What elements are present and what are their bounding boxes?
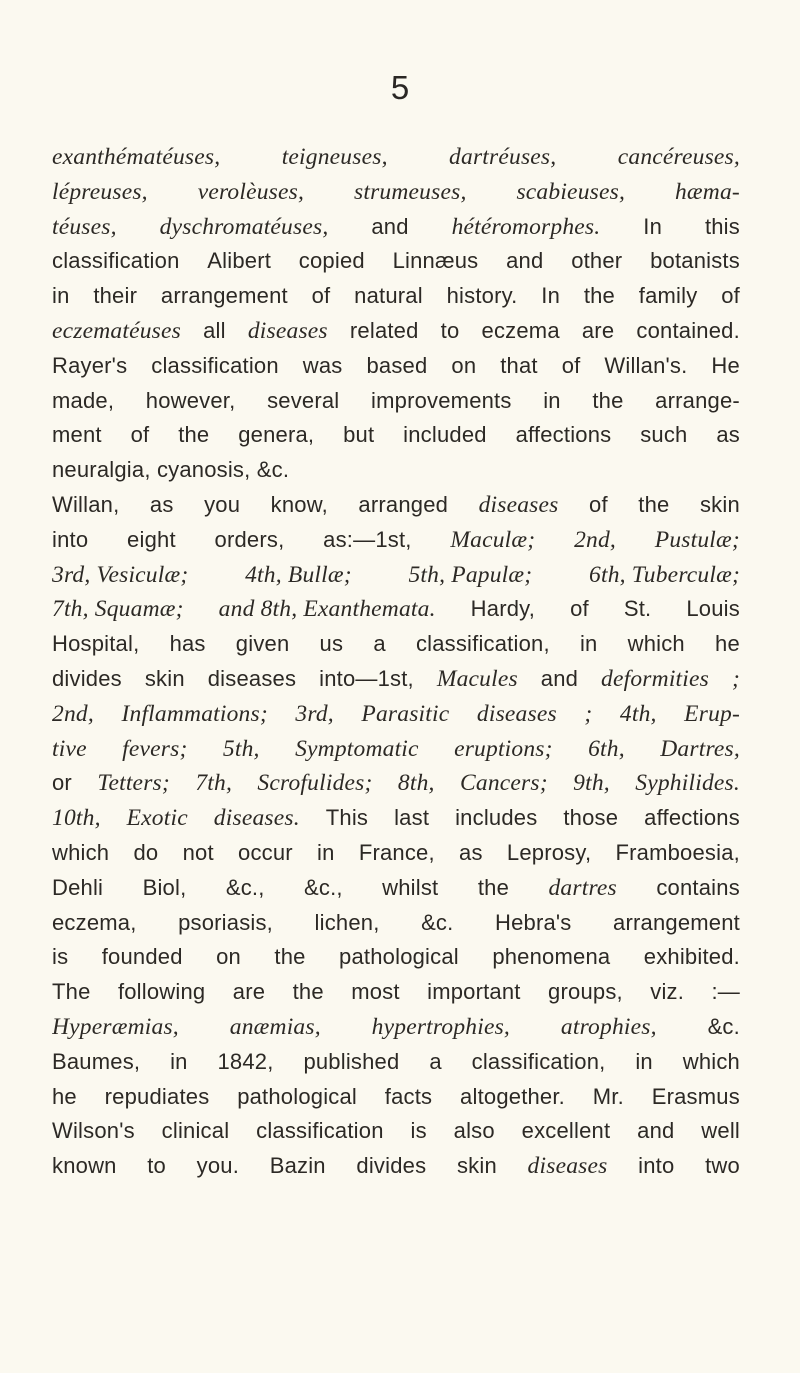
word: in — [317, 839, 335, 865]
word: important — [427, 979, 521, 1005]
word: related — [349, 317, 419, 343]
word: not — [182, 839, 214, 865]
word: St. — [623, 596, 652, 622]
word: dartres — [548, 874, 617, 901]
word: 4th, Bullæ; — [245, 561, 352, 588]
word: classification, — [415, 631, 550, 657]
word: divides — [356, 1153, 427, 1179]
word: hétéromorphes. — [451, 213, 601, 240]
text-line — [52, 1114, 740, 1149]
word: of — [570, 596, 589, 622]
word: eczema, — [52, 909, 137, 935]
word: into—1st, — [319, 665, 414, 691]
text-line — [52, 766, 740, 801]
word: psoriasis, — [178, 909, 273, 935]
word: Parasitic — [361, 700, 450, 727]
word: 3rd, — [295, 700, 334, 727]
word: Erasmus — [651, 1083, 740, 1109]
word: was — [302, 352, 343, 378]
word: are — [581, 317, 615, 343]
text-line — [52, 418, 740, 453]
word: teigneuses, — [281, 144, 388, 170]
word: Cancers; — [460, 770, 548, 797]
word: all — [203, 317, 226, 343]
word: a — [373, 631, 386, 657]
word: two — [705, 1153, 740, 1179]
word: &c. — [421, 909, 454, 935]
word: Bazin — [269, 1153, 326, 1179]
word: is — [52, 944, 69, 970]
word: in — [170, 1048, 188, 1074]
word: 2nd, — [574, 526, 616, 553]
word: lichen, — [314, 909, 380, 935]
word: that — [500, 352, 538, 378]
text-line — [52, 871, 740, 906]
word: affections — [644, 805, 740, 831]
text-line — [52, 906, 740, 941]
word: those — [563, 805, 619, 831]
word: &c., — [304, 874, 343, 900]
word: such — [640, 422, 688, 448]
word: Rayer's — [52, 352, 128, 378]
word: ; — [584, 700, 593, 727]
word: history. — [446, 283, 518, 309]
word: eczematéuses — [52, 317, 181, 344]
word: contains — [656, 874, 740, 900]
text-line — [52, 140, 740, 175]
word: do — [133, 839, 159, 865]
word: exhibited. — [643, 944, 740, 970]
word: the — [592, 387, 624, 413]
word: facts — [384, 1083, 433, 1109]
word: téuses, — [52, 213, 117, 240]
word: Maculæ; — [450, 526, 536, 553]
word: 2nd, — [52, 700, 94, 727]
word: eczema — [481, 317, 560, 343]
text-line — [52, 488, 740, 523]
word: as — [459, 839, 483, 865]
text-line — [52, 1149, 740, 1184]
word: and — [637, 1118, 675, 1144]
text-line — [52, 592, 740, 627]
word: Exotic — [126, 805, 188, 832]
word: and — [540, 665, 579, 691]
word: and 8th, Exanthemata. — [218, 596, 436, 623]
word: Baumes, — [52, 1048, 141, 1074]
body-text — [52, 140, 740, 1184]
word: you. — [196, 1153, 240, 1179]
word: classification, — [471, 1048, 606, 1074]
word: Symptomatic — [295, 735, 419, 762]
word: 7th, Squamæ; — [52, 596, 184, 623]
word: Macules — [436, 665, 518, 692]
word: in — [52, 283, 70, 309]
word: Hospital, — [52, 631, 140, 657]
word: In — [643, 213, 663, 239]
word: diseases — [478, 491, 559, 518]
word: improvements — [371, 387, 512, 413]
word: most — [351, 979, 400, 1005]
word: 1842, — [217, 1048, 274, 1074]
text-line — [52, 523, 740, 558]
word: 6th, — [588, 735, 625, 762]
word: whilst — [382, 874, 439, 900]
word: which — [682, 1048, 740, 1074]
word: pathological — [237, 1083, 358, 1109]
text-line — [52, 940, 740, 975]
word: Syphilides. — [635, 770, 740, 797]
word: the — [638, 491, 670, 517]
word: the — [583, 283, 615, 309]
word: Hebra's — [494, 909, 572, 935]
word: hypertrophies, — [371, 1013, 511, 1040]
word: of — [589, 491, 608, 517]
text-line — [52, 836, 740, 871]
word: Mr. — [592, 1083, 624, 1109]
word: tive — [52, 735, 87, 762]
text-line — [52, 384, 740, 419]
word: published — [303, 1048, 400, 1074]
word: affections — [515, 422, 612, 448]
text-line — [52, 558, 740, 593]
word: 6th, Tuberculæ; — [589, 561, 740, 588]
word: known — [52, 1153, 117, 1179]
word: last — [394, 805, 430, 831]
word: a — [429, 1048, 442, 1074]
word: and — [371, 213, 409, 239]
text-line — [52, 349, 740, 384]
word: the — [274, 944, 306, 970]
text-line — [52, 279, 740, 314]
word: arrange- — [655, 387, 740, 413]
text-line — [52, 244, 740, 279]
word: family — [638, 283, 698, 309]
word: ; — [731, 665, 740, 692]
text-line — [52, 975, 740, 1010]
word: arrangement — [160, 283, 288, 309]
text-line — [52, 801, 740, 836]
text-line — [52, 1010, 740, 1045]
word: The — [52, 979, 91, 1005]
word: natural — [354, 283, 423, 309]
word: He — [711, 352, 740, 378]
word: excellent — [521, 1118, 611, 1144]
word: groups, — [548, 979, 623, 1005]
word: fevers; — [122, 735, 188, 762]
word: Erup- — [684, 700, 740, 727]
word: 10th, — [52, 805, 101, 832]
word: the — [292, 979, 324, 1005]
word: deformities — [601, 665, 709, 692]
word: dartréuses, — [449, 144, 557, 170]
word: the — [178, 422, 210, 448]
text-line — [52, 697, 740, 732]
word: which — [52, 839, 110, 865]
word: :— — [711, 979, 740, 1005]
text-line — [52, 210, 740, 245]
word: he — [715, 631, 740, 657]
text-line — [52, 175, 740, 210]
word: eruptions; — [454, 735, 553, 762]
word: us — [319, 631, 344, 657]
word: anæmias, — [229, 1013, 321, 1040]
word: Pustulæ; — [654, 526, 740, 553]
word: in — [543, 387, 561, 413]
word: phenomena — [492, 944, 611, 970]
word: genera, — [238, 422, 315, 448]
word: altogether. — [460, 1083, 565, 1109]
word: diseases — [247, 317, 328, 344]
word: divides — [52, 665, 122, 691]
word: based — [366, 352, 428, 378]
text-line — [52, 1080, 740, 1115]
word: are — [232, 979, 266, 1005]
word: Willan's. — [604, 352, 688, 378]
word: Tetters; — [97, 770, 170, 797]
word: 7th, — [195, 770, 233, 797]
word: botanists — [650, 248, 740, 274]
word: repudiates — [104, 1083, 210, 1109]
word: and — [506, 248, 544, 274]
word: occur — [238, 839, 293, 865]
word: in — [579, 631, 598, 657]
word: this — [704, 213, 740, 239]
word: made, — [52, 387, 115, 413]
word: diseases. — [213, 805, 300, 832]
word: 8th, — [397, 770, 435, 797]
word: know, — [270, 491, 328, 517]
word: dyschromatéuses, — [159, 213, 329, 240]
word: skin — [699, 491, 740, 517]
word: on — [451, 352, 477, 378]
word: includes — [455, 805, 538, 831]
word: classification — [256, 1118, 384, 1144]
text-line — [52, 1045, 740, 1080]
word: also — [453, 1118, 495, 1144]
word: several — [267, 387, 340, 413]
word: 5th, Papulæ; — [408, 561, 533, 588]
word: Alibert — [207, 248, 272, 274]
word: their — [93, 283, 138, 309]
word: Scrofulides; — [257, 770, 373, 797]
text-line — [52, 732, 740, 767]
word: lépreuses, — [52, 178, 148, 205]
word: into — [52, 526, 89, 552]
word: as — [149, 491, 174, 517]
text-line — [52, 314, 740, 349]
word: but — [343, 422, 375, 448]
word: other — [571, 248, 623, 274]
word: he — [52, 1083, 77, 1109]
word: Inflammations; — [121, 700, 268, 727]
word: classification — [151, 352, 279, 378]
word: 4th, — [619, 700, 657, 727]
word: contained. — [636, 317, 740, 343]
word: skin — [144, 665, 185, 691]
word: into — [638, 1153, 675, 1179]
word: which — [627, 631, 685, 657]
word: strumeuses, — [354, 178, 467, 205]
word: 5th, — [222, 735, 260, 762]
word: to — [147, 1153, 166, 1179]
word: 3rd, Vesiculæ; — [52, 561, 189, 588]
word: skin — [456, 1153, 497, 1179]
text-line — [52, 453, 740, 488]
word: given — [235, 631, 290, 657]
word: diseases — [207, 665, 297, 691]
word: of — [311, 283, 331, 309]
word: Hyperæmias, — [52, 1013, 179, 1040]
word: however, — [145, 387, 236, 413]
word: scabieuses, — [516, 178, 626, 205]
word: hæma- — [674, 178, 740, 205]
word: This — [325, 805, 369, 831]
word: of — [561, 352, 581, 378]
word: In — [541, 283, 561, 309]
word: pathological — [339, 944, 459, 970]
word: orders, — [214, 526, 285, 552]
word: following — [117, 979, 206, 1005]
word: as — [716, 422, 740, 448]
word: verolèuses, — [197, 178, 305, 205]
text-line — [52, 662, 740, 697]
word: Louis — [686, 596, 740, 622]
word: Dartres, — [660, 735, 740, 762]
word: 9th, — [573, 770, 610, 797]
word: diseases — [476, 700, 557, 727]
page-number: 5 — [390, 69, 410, 106]
word: viz. — [650, 979, 685, 1005]
word: Willan, — [52, 491, 120, 517]
word: on — [216, 944, 241, 970]
word: copied — [298, 248, 365, 274]
word: neuralgia, cyanosis, &c. — [52, 457, 290, 483]
word: &c., — [225, 874, 265, 900]
word: the — [477, 874, 510, 900]
word: clinical — [161, 1118, 230, 1144]
word: you — [204, 491, 241, 517]
word: atrophies, — [560, 1013, 657, 1040]
word: arranged — [358, 491, 449, 517]
word: Hardy, — [470, 596, 536, 622]
word: of — [721, 283, 740, 309]
word: exanthématéuses, — [52, 144, 221, 170]
word: classification — [52, 248, 180, 274]
word: to — [440, 317, 460, 343]
word: in — [635, 1048, 653, 1074]
word: diseases — [527, 1153, 608, 1180]
word: &c. — [707, 1013, 740, 1039]
word: well — [701, 1118, 740, 1144]
word: Dehli — [52, 874, 104, 900]
word: Leprosy, — [506, 839, 592, 865]
word: or — [52, 770, 72, 796]
word: founded — [101, 944, 183, 970]
word: cancéreuses, — [617, 144, 740, 170]
word: Linnæus — [392, 248, 479, 274]
word: is — [410, 1118, 427, 1144]
word: Biol, — [142, 874, 187, 900]
word: France, — [358, 839, 435, 865]
word: of — [130, 422, 150, 448]
word: arrangement — [613, 909, 740, 935]
word: Framboesia, — [615, 839, 740, 865]
word: ment — [52, 422, 102, 448]
word: included — [403, 422, 487, 448]
text-line — [52, 627, 740, 662]
word: eight — [127, 526, 176, 552]
word: as:—1st, — [323, 526, 412, 552]
word: Wilson's — [52, 1118, 135, 1144]
word: has — [169, 631, 206, 657]
